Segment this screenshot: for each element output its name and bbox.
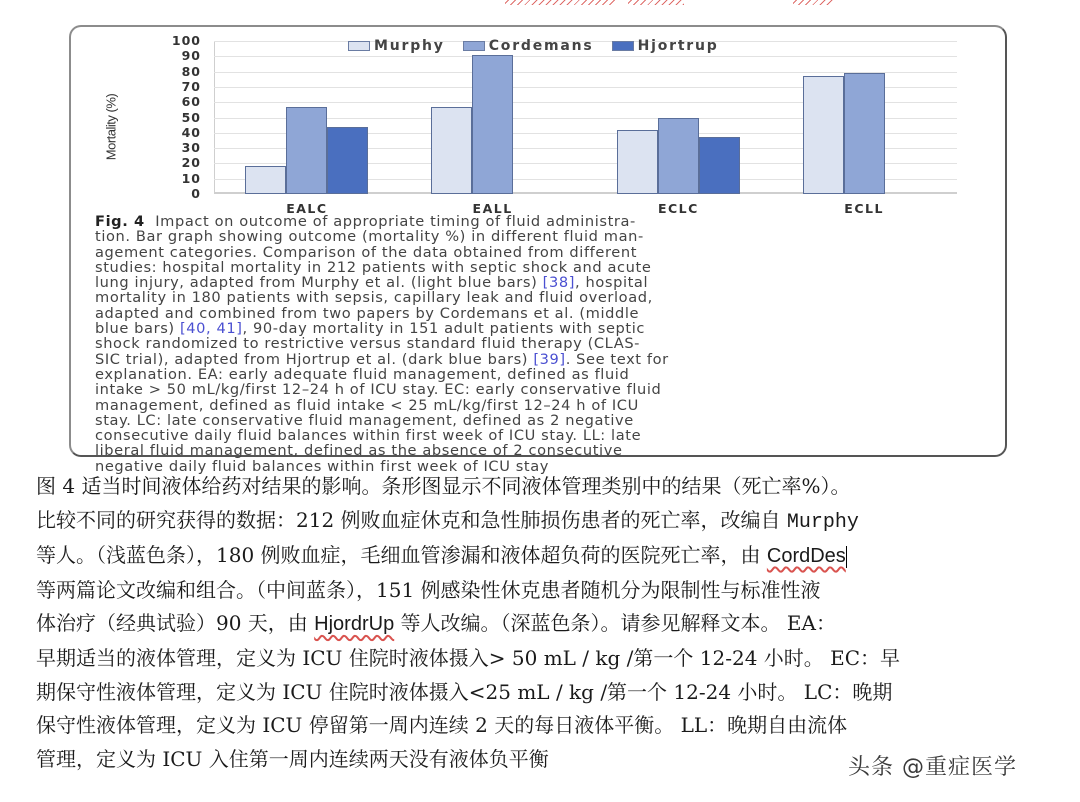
caption-line: Fig. 4 Impact on outcome of appropriate timing of fluid administra- <box>95 213 636 230</box>
translation-line: 期保守性液体管理，定义为 ICU 住院时液体摄入<25 mL / kg /第一个 12-24 小时。 LC：晚期 <box>36 679 893 704</box>
y-tick-label: 0 <box>191 186 201 201</box>
caption-line: consecutive daily fluid balances within first week of ICU stay. LL: late <box>95 427 642 445</box>
bar-eclc-murphy <box>617 130 658 194</box>
caption-line: explanation. EA: early adequate fluid management, defined as fluid <box>95 365 630 383</box>
y-tick-label: 90 <box>181 48 201 64</box>
translation-line: 等两篇论文改编和组合。（中间蓝条），151 例感染性休克患者随机分为限制性与标准性液 <box>36 577 821 602</box>
y-axis-label: Mortality (%) <box>103 93 119 161</box>
watermark: 头条 @重症医学 <box>848 755 1017 780</box>
chart-legend <box>348 38 719 54</box>
legend-swatch-icon <box>348 41 370 51</box>
translation-line: 等人。（浅蓝色条），180 例败血症，毛细血管渗漏和液体超负荷的医院死亡率，由 CordDes <box>36 543 846 568</box>
bar-ecll-murphy <box>803 76 844 194</box>
translation-line: 管理，定义为 ICU 入住第一周内连续两天没有液体负平衡 <box>36 746 549 771</box>
bar-eclc-hjortrup <box>699 137 740 194</box>
caption-line: studies: hospital mortality in 212 patients with septic shock and acute <box>95 258 652 276</box>
y-tick-label: 40 <box>181 124 201 140</box>
legend-item-hjortrup <box>612 38 719 54</box>
bar-eclc-cordemans <box>658 118 699 195</box>
y-tick-label: 80 <box>181 63 201 79</box>
bar-ealc-cordemans <box>286 107 327 194</box>
x-tick-label: ECLC <box>657 201 699 216</box>
y-tick-label: 10 <box>181 170 201 186</box>
legend-item-cordemans <box>463 38 594 54</box>
bar-ecll-cordemans <box>844 73 885 194</box>
bar-ealc-murphy <box>245 166 286 194</box>
y-tick-label: 30 <box>181 140 201 156</box>
reference-link-39[interactable]: [39] <box>533 350 566 368</box>
caption-line: negative daily fluid balances within first week of ICU stay <box>95 457 550 475</box>
translation-line: 比较不同的研究获得的数据：212 例败血症休克和急性肺损伤患者的死亡率，改编自 Murphy <box>36 507 859 534</box>
caption-line: intake > 50 mL/kg/first 12–24 h of ICU stay. EC: early conservative fluid <box>95 381 662 399</box>
caption-line: adapted and combined from two papers by Cordemans et al. (middle <box>95 304 640 322</box>
text-cursor <box>846 546 847 568</box>
chinese-translation <box>36 470 1046 776</box>
reference-link-38[interactable]: [38] <box>542 274 576 292</box>
spellcheck-underline <box>793 0 833 5</box>
bar-eall-murphy <box>431 107 472 194</box>
legend-item-murphy <box>348 38 445 54</box>
y-tick-label: 50 <box>181 109 201 125</box>
plot-area <box>214 41 957 194</box>
spellcheck-underline <box>505 0 615 5</box>
gridline <box>214 56 957 57</box>
x-tick-label: EALC <box>286 201 328 216</box>
legend-label: Cordemans <box>488 38 594 54</box>
legend-label: Hjortrup <box>637 38 719 54</box>
x-tick-label: EALL <box>472 201 513 216</box>
translation-line: 保守性液体管理，定义为 ICU 停留第一周内连续 2 天的每日液体平衡。 LL：晚期自由流体 <box>36 713 848 738</box>
bar-ealc-hjortrup <box>327 127 368 194</box>
misspelled-word[interactable]: CordDes <box>766 545 846 568</box>
figure-label: Fig. 4 <box>95 213 145 230</box>
caption-line: SIC trial), adapted from Hjortrup et al. (dark blue bars) [39]. See text for <box>95 350 669 368</box>
caption-line: shock randomized to restrictive versus standard fluid therapy (CLAS- <box>95 335 641 353</box>
y-tick-label: 20 <box>181 155 201 171</box>
y-tick-label: 60 <box>181 94 201 110</box>
legend-label: Murphy <box>374 38 445 54</box>
spellcheck-underline <box>628 0 684 5</box>
figure-frame <box>69 25 1007 475</box>
x-tick-label: ECLL <box>844 201 884 216</box>
translation-line: 图 4 适当时间液体给药对结果的影响。条形图显示不同液体管理类别中的结果（死亡率%）。 <box>36 474 851 498</box>
bar-eall-cordemans <box>472 55 513 194</box>
caption-line: blue bars) [40, 41], 90-day mortality in 151 adult patients with septic <box>95 320 645 338</box>
caption-line: lung injury, adapted from Murphy et al. (light blue bars) [38], hospital <box>95 274 649 292</box>
caption-line: management, defined as fluid intake < 25 mL/kg/first 12–24 h of ICU <box>95 396 639 414</box>
caption-line: tion. Bar graph showing outcome (mortality %) in different fluid man- <box>95 228 644 246</box>
legend-swatch-icon <box>463 41 485 51</box>
misspelled-word[interactable]: HjordrUp <box>314 613 395 636</box>
legend-swatch-icon <box>612 41 634 51</box>
reference-link-40-41[interactable]: [40, 41] <box>179 320 243 338</box>
y-tick-label: 70 <box>181 78 201 94</box>
caption-line: stay. LC: late conservative fluid management, defined as 2 negative <box>95 411 634 429</box>
bar-chart <box>71 27 1005 217</box>
figure-caption <box>95 214 985 474</box>
caption-line: agement categories. Comparison of the data obtained from different <box>95 243 638 261</box>
caption-line: liberal fluid management, defined as the absence of 2 consecutive <box>95 442 623 460</box>
translation-line: 早期适当的液体管理，定义为 ICU 住院时液体摄入> 50 mL / kg /第一个 12-24 小时。 EC：早 <box>36 645 901 670</box>
y-tick-label: 100 <box>171 33 201 48</box>
translation-line: 体治疗（经典试验）90 天，由 HjordrUp 等人改编。（深蓝色条）。请参见解释文本。 EA： <box>36 611 836 636</box>
caption-line: mortality in 180 patients with sepsis, capillary leak and fluid overload, <box>95 289 653 307</box>
